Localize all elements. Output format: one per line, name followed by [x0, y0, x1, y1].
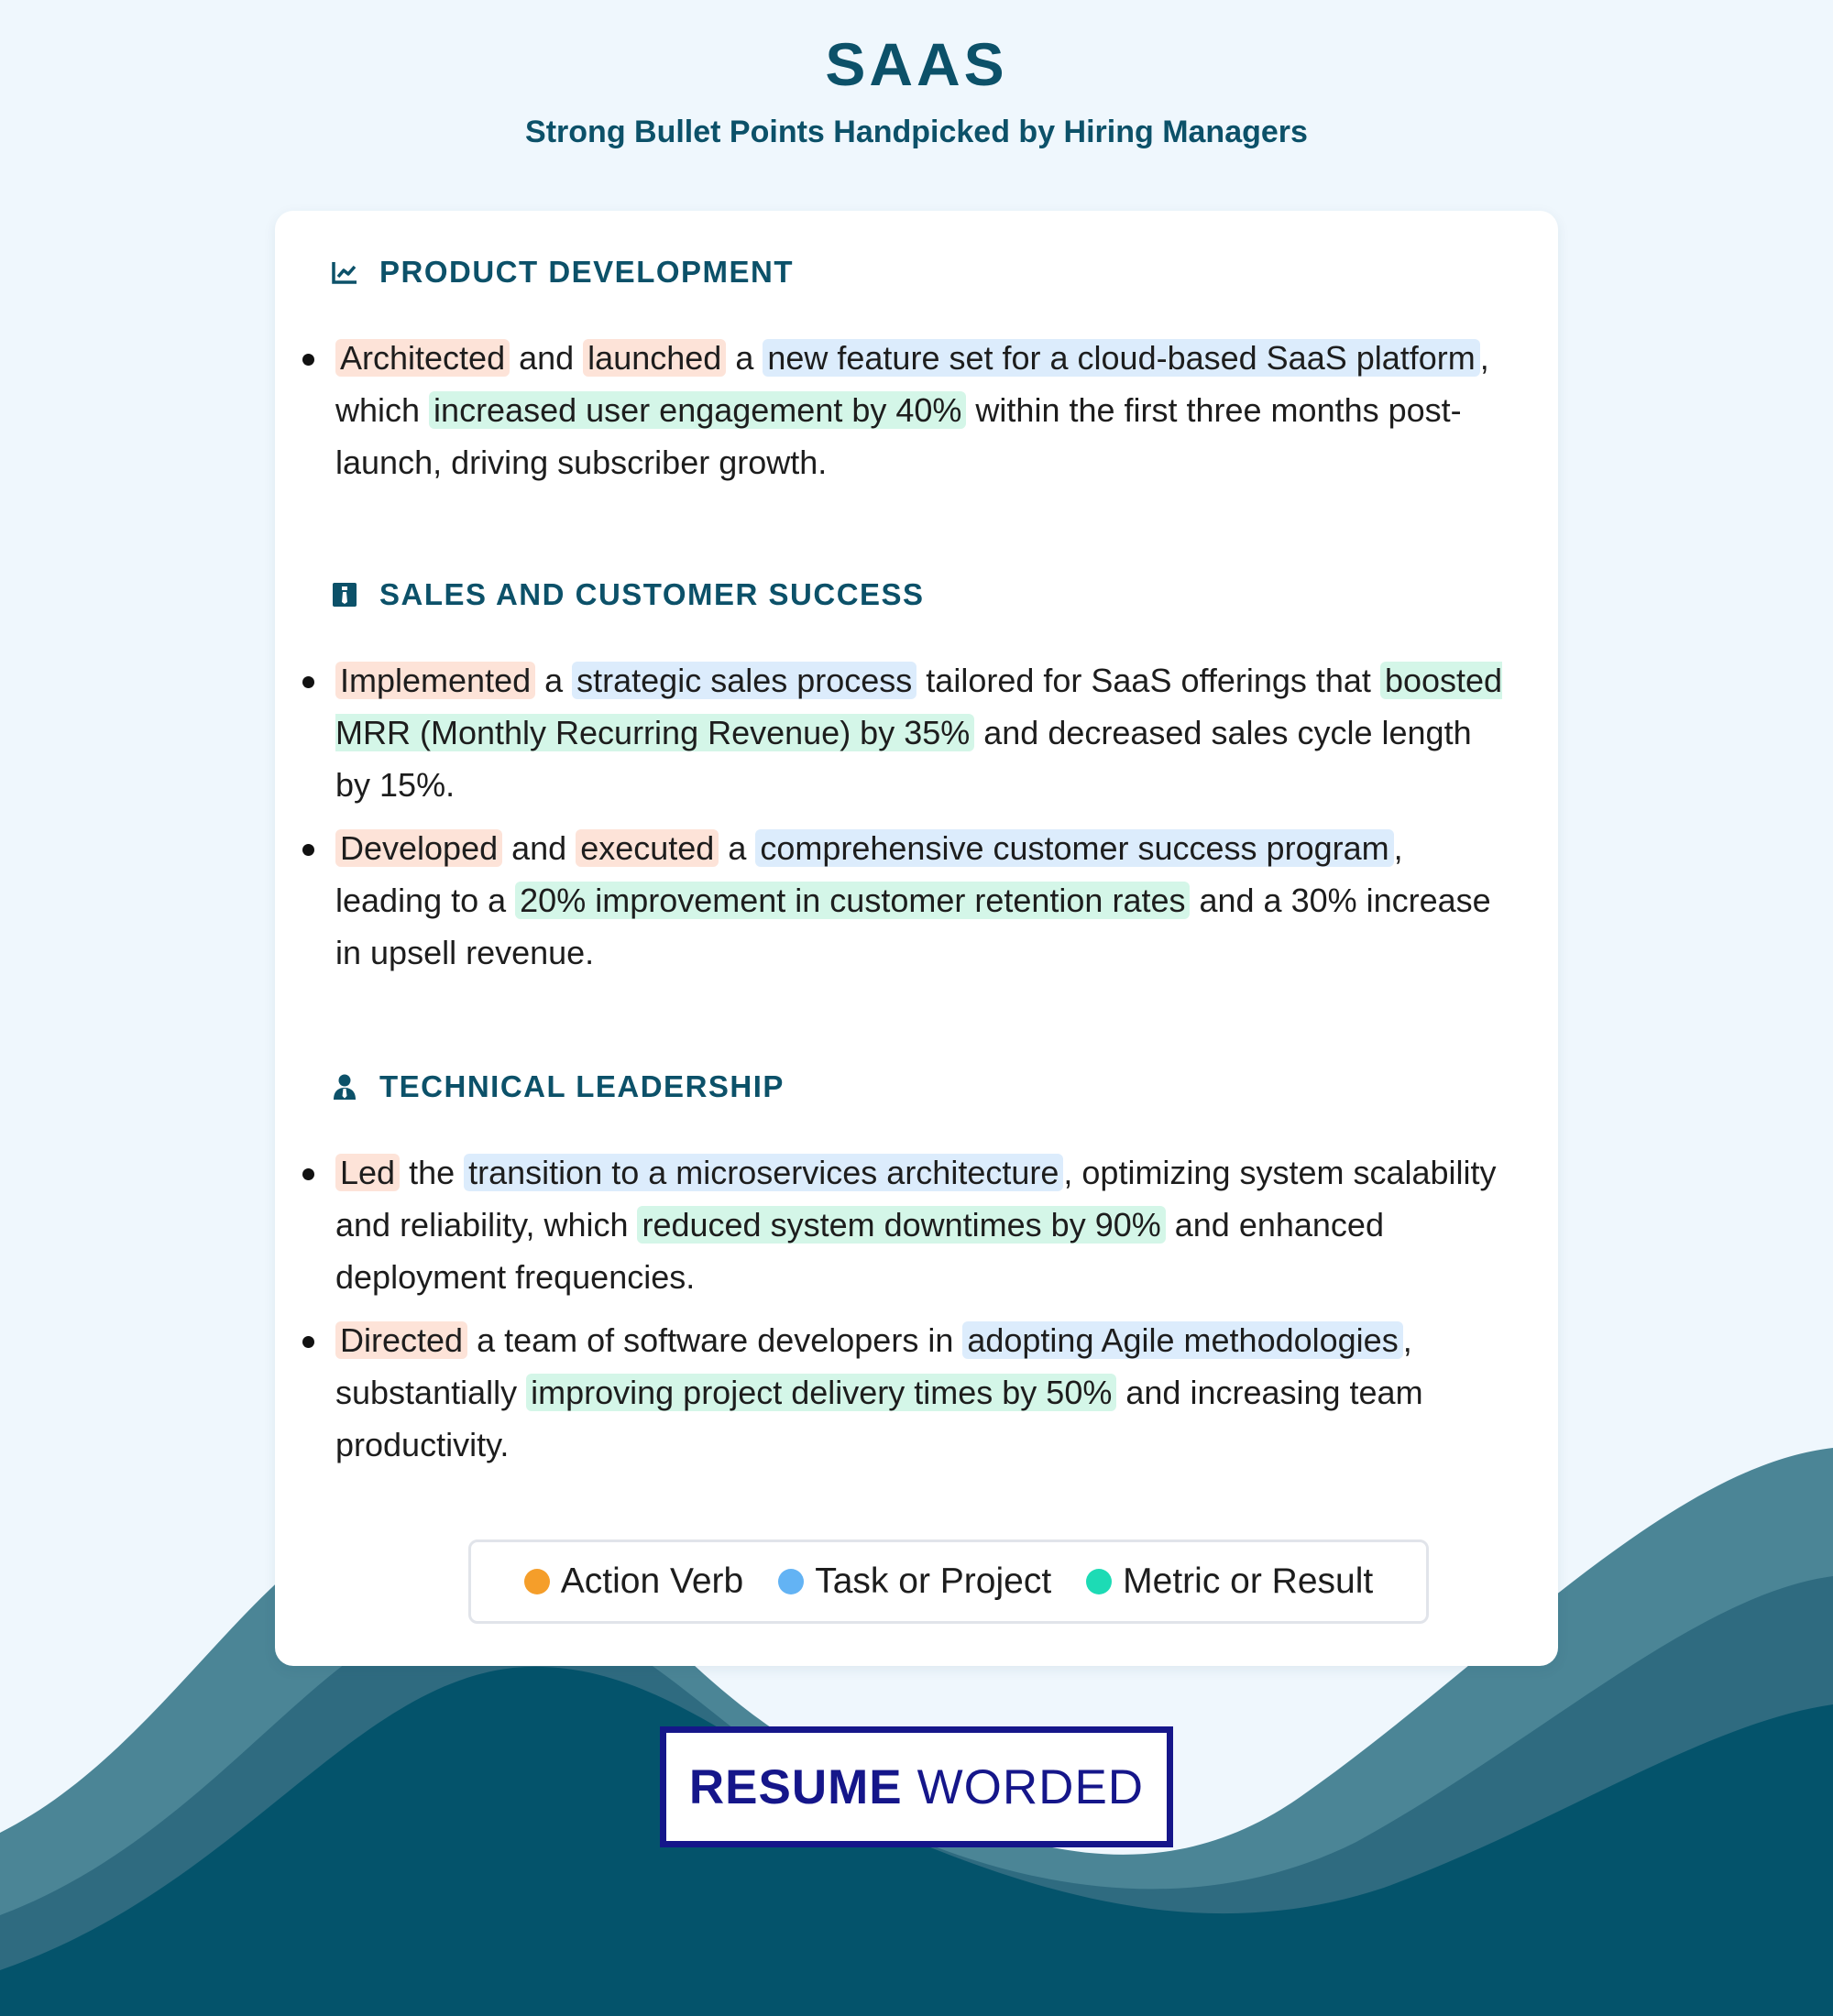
bullet-text: and enhanced deployment frequencies.	[335, 1206, 1384, 1296]
highlight-task: adopting Agile methodologies	[962, 1321, 1402, 1359]
section-title: PRODUCT DEVELOPMENT	[379, 255, 795, 289]
bullet-point	[330, 822, 1512, 979]
highlight-verb: Directed	[335, 1321, 467, 1359]
id-badge-icon	[330, 580, 359, 609]
bullet-text: a	[719, 829, 756, 867]
page-title: SAAS	[825, 30, 1008, 98]
resume-worded-logo[interactable]	[660, 1726, 1173, 1847]
bullet-text: a	[726, 339, 763, 377]
legend-dot	[524, 1569, 550, 1594]
highlight-task: comprehensive customer success program	[755, 829, 1393, 867]
logo-text-light: WORDED	[916, 1759, 1145, 1814]
bullet-text: a	[535, 662, 573, 699]
highlight-verb: Led	[335, 1154, 400, 1191]
page-subtitle: Strong Bullet Points Handpicked by Hiring Managers	[525, 115, 1308, 149]
legend-dot	[1086, 1569, 1112, 1594]
bullet-points-card	[275, 211, 1558, 1666]
highlight-verb: Architected	[335, 339, 510, 377]
legend-dot	[778, 1569, 804, 1594]
section-product-development	[330, 249, 1512, 499]
section-title: TECHNICAL LEADERSHIP	[379, 1069, 785, 1103]
section-heading	[330, 249, 1512, 295]
bullet-text: tailored for SaaS offerings that	[916, 662, 1380, 699]
legend-item-task-or-project	[778, 1561, 1051, 1602]
bullet-text: , which	[335, 339, 1489, 429]
user-tie-icon	[330, 1072, 359, 1101]
bullet-list	[330, 1146, 1512, 1471]
bullet-text: within the first three months post-launch, driving subscriber growth.	[335, 391, 1462, 481]
highlight-verb: executed	[576, 829, 719, 867]
highlight-task: transition to a microservices architecture	[464, 1154, 1063, 1191]
highlight-task: strategic sales process	[572, 662, 916, 699]
bullet-list	[330, 654, 1512, 979]
bullet-text: the	[400, 1154, 465, 1191]
section-technical-leadership	[330, 1064, 1512, 1482]
legend-item-metric-or-result	[1086, 1561, 1373, 1602]
highlight-verb: Implemented	[335, 662, 535, 699]
page-header	[0, 27, 1833, 150]
highlight-legend	[468, 1539, 1429, 1624]
highlight-metric: 20% improvement in customer retention rates	[515, 882, 1190, 919]
section-sales-customer-success	[330, 572, 1512, 990]
bullet-point	[330, 1314, 1512, 1471]
bullet-text: , optimizing system scalability and reliability, which	[335, 1154, 1497, 1244]
legend-label: Metric or Result	[1123, 1561, 1374, 1601]
bullet-list	[330, 332, 1512, 488]
bullet-text: and decreased sales cycle length by 15%.	[335, 714, 1472, 804]
highlight-metric: boosted MRR (Monthly Recurring Revenue) by 35%	[335, 662, 1503, 751]
section-title: SALES AND CUSTOMER SUCCESS	[379, 577, 925, 611]
legend-label: Action Verb	[560, 1561, 744, 1601]
bullet-text: , substantially	[335, 1321, 1412, 1411]
bullet-text: and a 30% increase in upsell revenue.	[335, 882, 1491, 971]
highlight-metric: improving project delivery times by 50%	[526, 1374, 1116, 1411]
bullet-text: a team of software developers in	[467, 1321, 963, 1359]
highlight-verb: Developed	[335, 829, 502, 867]
highlight-task: new feature set for a cloud-based SaaS platform	[763, 339, 1479, 377]
section-heading	[330, 572, 1512, 618]
bullet-text: , leading to a	[335, 829, 1403, 919]
highlight-metric: increased user engagement by 40%	[429, 391, 966, 429]
logo-text-strong: RESUME	[688, 1759, 903, 1814]
bullet-text: and increasing team productivity.	[335, 1374, 1423, 1463]
bullet-text: and	[510, 339, 584, 377]
section-heading	[330, 1064, 1512, 1110]
legend-item-action-verb	[524, 1561, 743, 1602]
highlight-metric: reduced system downtimes by 90%	[637, 1206, 1165, 1244]
bullet-point	[330, 332, 1512, 488]
highlight-verb: launched	[583, 339, 726, 377]
legend-label: Task or Project	[815, 1561, 1052, 1601]
bullet-point	[330, 654, 1512, 811]
bullet-text: and	[502, 829, 576, 867]
bullet-point	[330, 1146, 1512, 1303]
chart-line-icon	[330, 257, 359, 287]
